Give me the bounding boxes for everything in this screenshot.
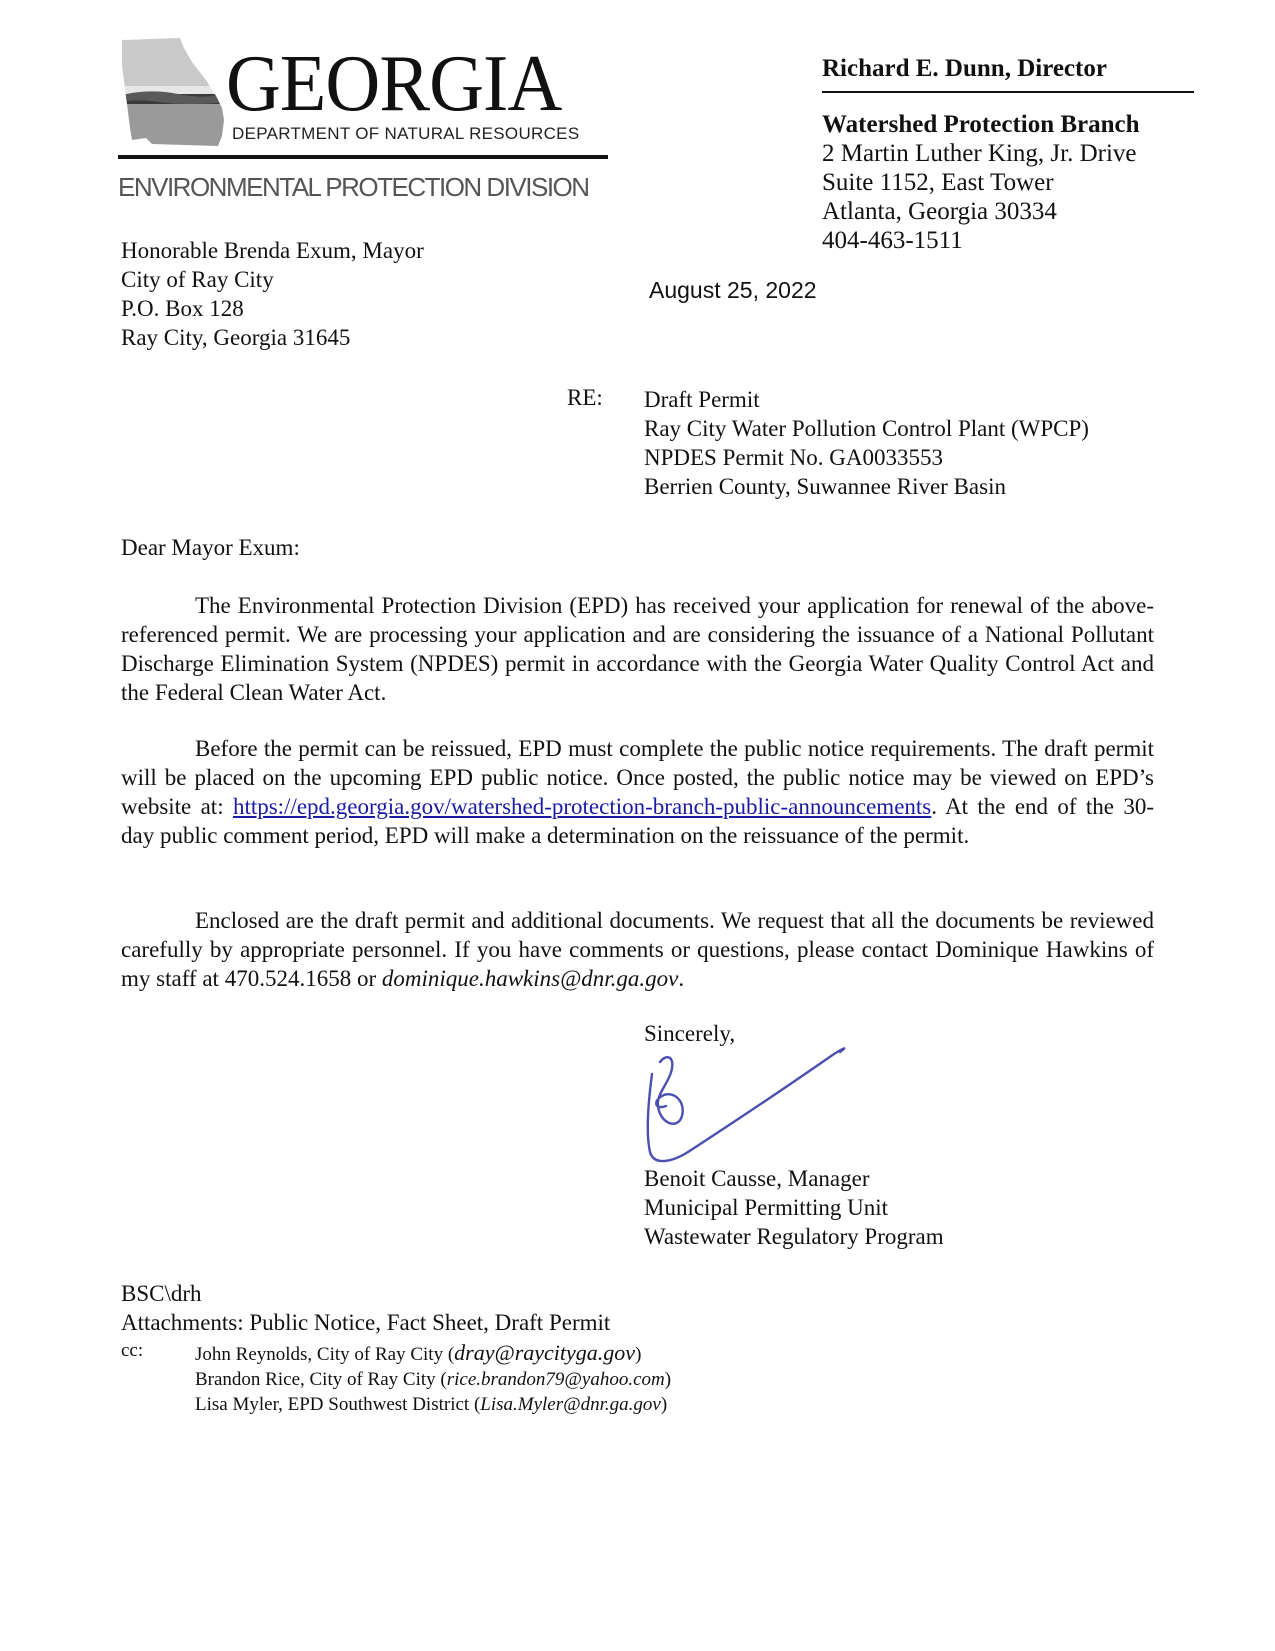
cc-entry: [195, 1367, 671, 1392]
handwritten-signature: [638, 1034, 878, 1172]
signer-name: Benoit Causse, Manager: [644, 1166, 870, 1191]
address-line: Suite 1152, East Tower: [822, 169, 1054, 196]
cc-email: rice.brandon79@yahoo.com: [446, 1369, 665, 1390]
director-rule: [822, 91, 1194, 93]
letterhead-division-name: ENVIRONMENTAL PROTECTION DIVISION: [118, 172, 589, 202]
cc-paren: ): [660, 1394, 668, 1415]
paragraph-text: Before the permit can be reissued, EPD must complete the public notice requirements. The draft permit will be placed on the upcoming EPD public notice. Once posted, the public notice may be viewed on EPD’s website at:: [121, 736, 1154, 819]
branch-name: Watershed Protection Branch: [822, 111, 1140, 138]
address-line: 2 Martin Luther King, Jr. Drive: [822, 140, 1137, 167]
signer-program: Wastewater Regulatory Program: [644, 1224, 944, 1249]
recipient-line: Honorable Brenda Exum, Mayor: [121, 238, 424, 263]
address-line: Atlanta, Georgia 30334: [822, 198, 1057, 225]
re-subject-block: [644, 385, 1089, 501]
body-paragraph-1: The Environmental Protection Division (EPD) has received your application for renewal of the above-referenced permit. We are processing your application and are considering the issuance of a National Pollutant Discharge Elimination System (NPDES) permit in accordance with the Georgia Water Quality Control Act and the Federal Clean Water Act.: [121, 593, 1154, 705]
letterhead-department-name: DEPARTMENT OF NATURAL RESOURCES: [232, 124, 580, 143]
re-line: Berrien County, Suwannee River Basin: [644, 474, 1006, 499]
body-paragraph-2: [121, 734, 1154, 850]
footer-block: [121, 1279, 610, 1337]
cc-name: Brandon Rice, City of Ray City (: [195, 1369, 447, 1390]
cc-email: Lisa.Myler@dnr.ga.gov: [480, 1394, 661, 1415]
letterhead-rule: [118, 155, 608, 159]
recipient-line: City of Ray City: [121, 267, 274, 292]
paragraph-text: . At the end of the 30-day public comment period, EPD will make a determination on the reissuance of the permit.: [121, 794, 1154, 848]
director-name: Richard E. Dunn, Director: [822, 55, 1107, 82]
recipient-address-block: [121, 236, 424, 352]
reference-initials: BSC\drh: [121, 1281, 202, 1306]
cc-email: dray@raycityga.gov: [454, 1340, 636, 1365]
re-line: Ray City Water Pollution Control Plant (WPCP): [644, 416, 1089, 441]
re-label: RE:: [567, 385, 603, 410]
recipient-line: P.O. Box 128: [121, 296, 244, 321]
closing-sincerely: Sincerely,: [644, 1021, 736, 1046]
re-line: NPDES Permit No. GA0033553: [644, 445, 944, 470]
contact-email: dominique.hawkins@dnr.ga.gov: [381, 966, 679, 991]
public-announcements-link[interactable]: https://epd.georgia.gov/watershed-protection-branch-public-announcements: [232, 794, 932, 819]
salutation: Dear Mayor Exum:: [121, 535, 300, 560]
cc-list: [195, 1340, 671, 1417]
cc-paren: ): [635, 1344, 642, 1365]
attachments-line: Attachments: Public Notice, Fact Sheet, Draft Permit: [121, 1310, 611, 1335]
cc-name: Lisa Myler, EPD Southwest District (: [195, 1394, 481, 1415]
sender-address-block: [822, 110, 1140, 255]
letterhead-agency-name: GEORGIA: [226, 40, 562, 128]
recipient-line: Ray City, Georgia 31645: [121, 325, 351, 350]
cc-name: John Reynolds, City of Ray City (: [195, 1344, 455, 1365]
cc-paren: ): [664, 1369, 672, 1390]
phone-number: 404-463-1511: [822, 227, 963, 254]
paragraph-text: Enclosed are the draft permit and additional documents. We request that all the documents be reviewed carefully by appropriate personnel. If you have comments or questions, please contact Dominique Hawkins of my staff at 470.524.1658 or: [121, 908, 1154, 991]
georgia-state-map-icon: [118, 36, 226, 148]
re-line: Draft Permit: [644, 387, 760, 412]
cc-entry: [195, 1392, 671, 1417]
paragraph-text: .: [678, 966, 685, 991]
letter-date: August 25, 2022: [649, 277, 817, 303]
body-paragraph-3: [121, 906, 1154, 993]
signer-block: [644, 1164, 944, 1251]
signer-unit: Municipal Permitting Unit: [644, 1195, 889, 1220]
cc-label: cc:: [121, 1340, 144, 1361]
cc-entry: [195, 1340, 671, 1367]
